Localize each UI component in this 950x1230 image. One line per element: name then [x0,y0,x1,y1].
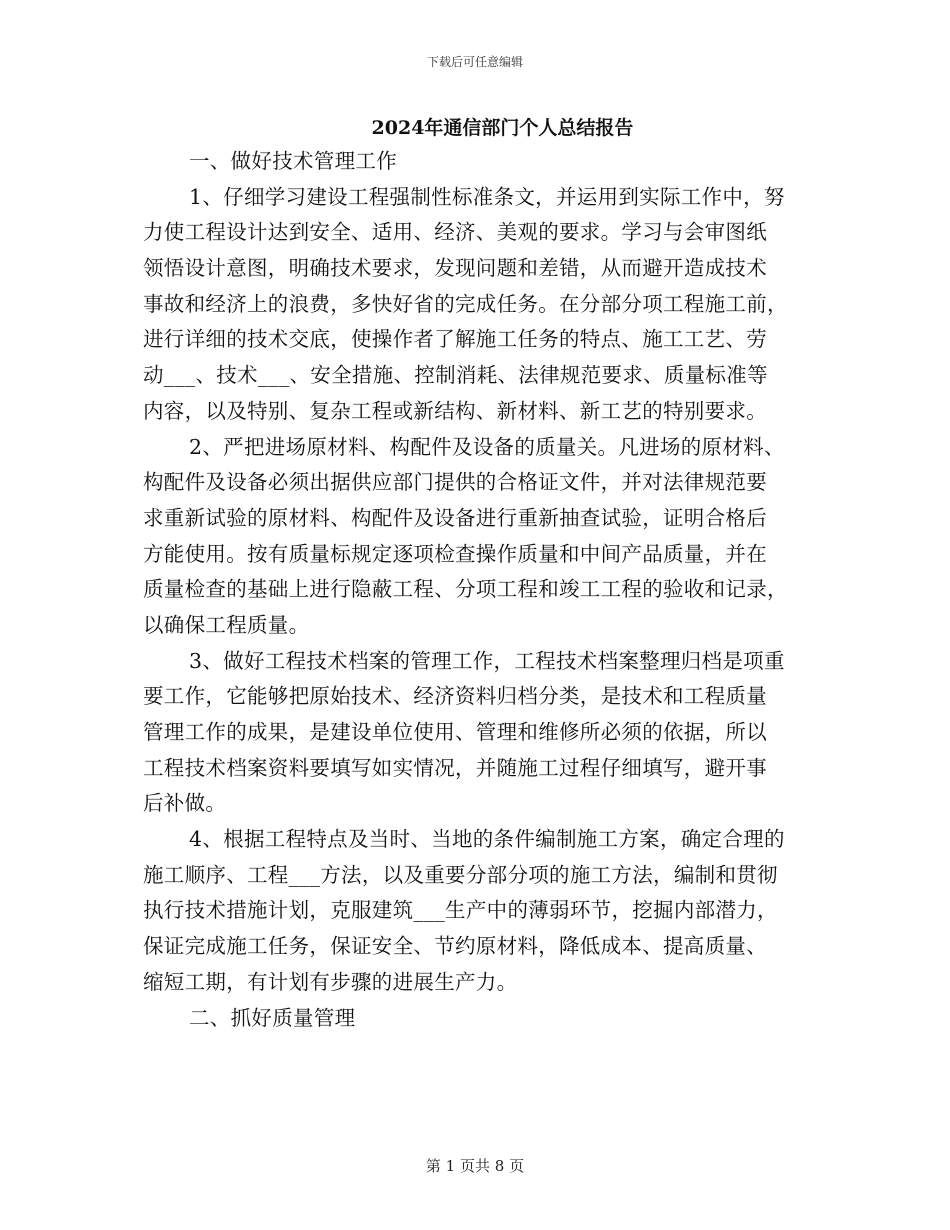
text-line: 方能使用。按有质量标规定逐项检查操作质量和中间产品质量，并在 [143,541,767,566]
text-line: 执行技术措施计划，克服建筑___生产中的薄弱环节，挖掘内部潜力， [143,898,778,923]
document-text [143,144,806,1036]
document-title: 2024年通信部门个人总结报告 [371,117,634,139]
text-line: 以确保工程质量。 [143,612,310,637]
page-footer: 第 1 页共 8 页 [425,1157,525,1175]
text-line: 管理工作的成果，是建设单位使用、管理和维修所必须的依据，所以 [143,720,767,744]
text-line: 事故和经济上的浪费，多快好省的完成任务。在分部分项工程施工前， [143,291,788,316]
text-line: 3、做好工程技术档案的管理工作，工程技术档案整理归档是项重 [189,648,785,673]
text-line: 一、做好技术管理工作 [189,149,397,173]
text-line: 质量检查的基础上进行隐蔽工程、分项工程和竣工工程的验收和记录， [143,577,788,602]
text-line: 后补做。 [143,791,227,816]
text-line: 求重新试验的原材料、构配件及设备进行重新抽查试验，证明合格后 [143,505,767,530]
text-line: 要工作，它能够把原始技术、经济资料归档分类，是技术和工程质量 [143,684,767,709]
text-line: 4、根据工程特点及当时、当地的条件编制施工方案，确定合理的 [189,827,785,852]
text-line: 缩短工期，有计划有步骤的进展生产力。 [143,969,518,994]
page-header: 下载后可任意编辑 [426,55,523,69]
text-line: 2、严把进场原材料、构配件及设备的质量关。凡进场的原材料、 [189,434,785,459]
text-line: 二、抓好质量管理 [189,1005,356,1030]
text-line: 工程技术档案资料要填写如实情况，并随施工过程仔细填写，避开事 [143,755,767,780]
text-line: 1、仔细学习建设工程强制性标准条文，并运用到实际工作中，努 [189,184,785,209]
text-line: 领悟设计意图，明确技术要求，发现问题和差错，从而避开造成技术 [143,256,767,281]
text-line: 力使工程设计达到安全、适用、经济、美观的要求。学习与会审图纸 [143,220,767,245]
text-line: 进行详细的技术交底，使操作者了解施工任务的特点、施工工艺、劳 [143,327,767,352]
text-line: 动___、技术___、安全措施、控制消耗、法律规范要求、质量标准等 [143,363,768,388]
text-line: 构配件及设备必须出据供应部门提供的合格证文件，并对法律规范要 [143,470,767,495]
document-body [143,112,806,1036]
text-line: 保证完成施工任务，保证安全、节约原材料，降低成本、提高质量、 [143,934,767,959]
text-line: 内容，以及特别、复杂工程或新结构、新材料、新工艺的特别要求。 [143,398,767,423]
text-line: 施工顺序、工程___方法，以及重要分部分项的施工方法，编制和贯彻 [143,862,778,887]
